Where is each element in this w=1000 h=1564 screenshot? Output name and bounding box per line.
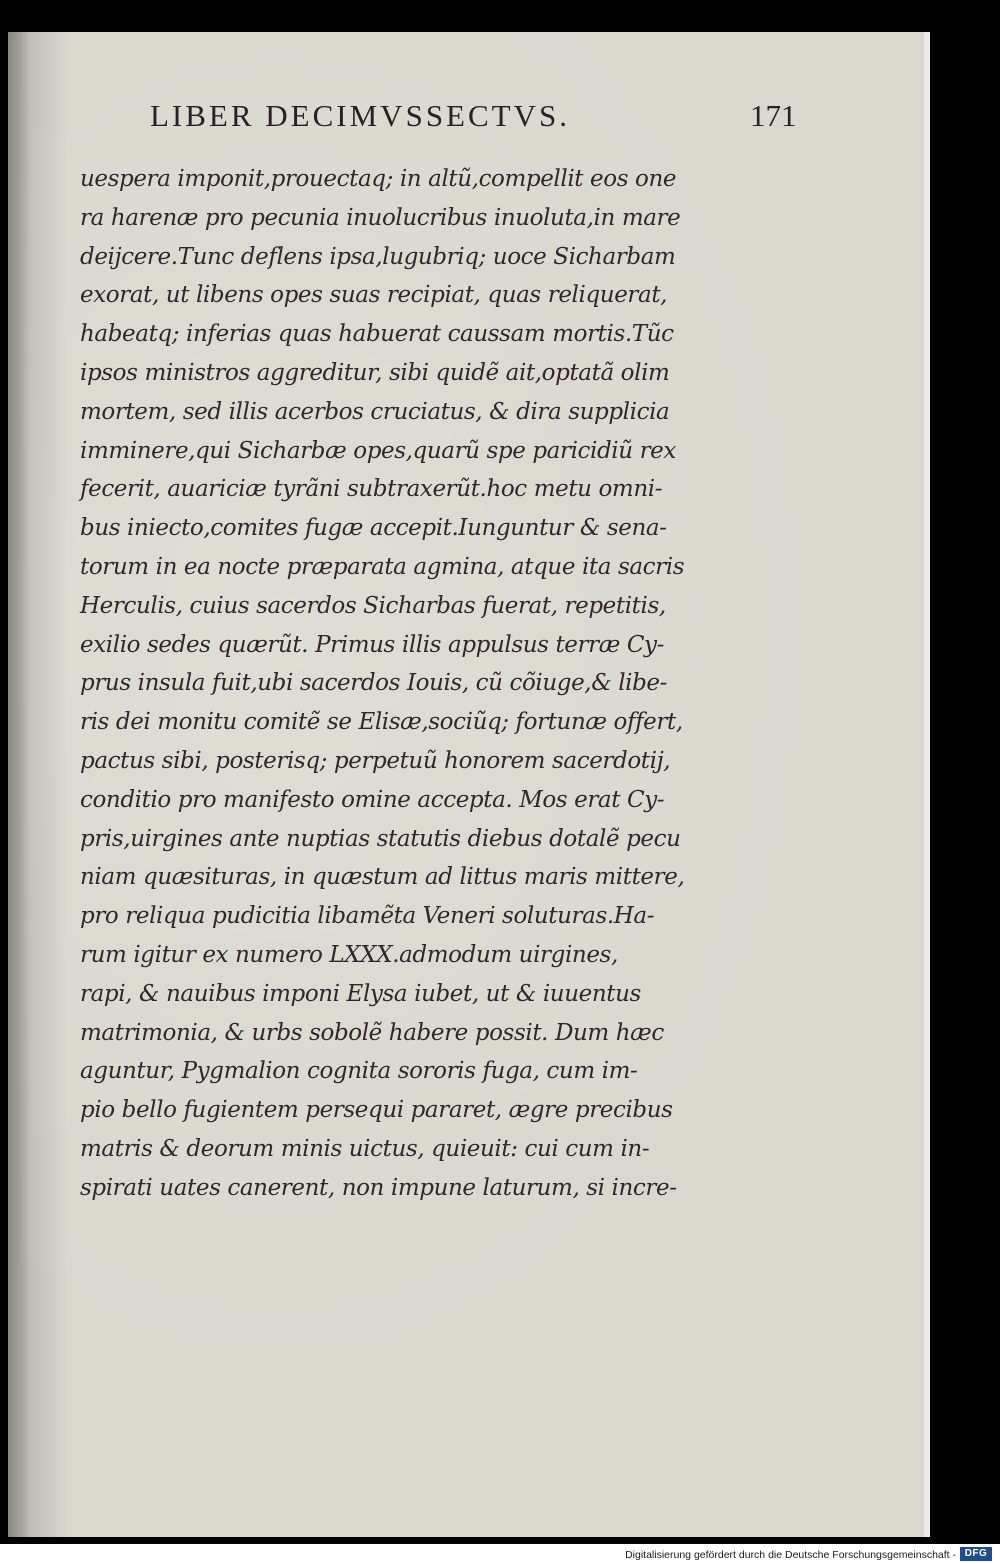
page-gutter-shadow (8, 32, 30, 1537)
text-line: pris,uirgines ante nuptias statutis diebus dotalẽ pecu (80, 825, 681, 852)
text-line: rapi, & nauibus imponi Elysa iubet, ut & iuuentus (80, 980, 641, 1007)
text-line: spirati uates canerent, non impune laturum, si incre- (80, 1174, 677, 1201)
text-line: conditio pro manifesto omine accepta. Mos erat Cy- (80, 786, 665, 813)
funding-credit: Digitalisierung gefördert durch die Deutsche Forschungsgemeinschaft - (625, 1549, 956, 1561)
page-number: 171 (750, 98, 797, 133)
footer-bar (0, 1544, 1000, 1564)
text-line: ipsos ministros aggreditur, sibi quidẽ ait,optatã olim (80, 359, 670, 386)
text-line: aguntur, Pygmalion cognita sororis fuga, cum im- (80, 1058, 638, 1085)
text-line: prus insula fuit,ubi sacerdos Iouis, cũ cõiuge,& libe- (80, 670, 668, 697)
text-line: torum in ea nocte præparata agmina, atque ita sacris (80, 553, 685, 580)
text-line: imminere,qui Sicharbæ opes,quarũ spe paricidiũ rex (80, 437, 676, 464)
body-text (80, 160, 740, 1208)
text-line: pactus sibi, posterisq; perpetuũ honorem sacerdotij, (80, 747, 671, 774)
text-line: bus iniecto,comites fugæ accepit.Iunguntur & sena- (80, 515, 667, 542)
text-line: uespera imponit,prouectaq; in altũ,compellit eos one (80, 166, 677, 192)
text-line: pro reliqua pudicitia libamẽta Veneri soluturas.Ha- (80, 903, 655, 930)
text-line: mortem, sed illis acerbos cruciatus, & dira supplicia (80, 398, 670, 425)
page-edge (924, 32, 930, 1537)
running-title: LIBER DECIMVSSECTVS. (150, 98, 570, 133)
dfg-logo-icon: DFG (960, 1547, 992, 1561)
text-line: habeatq; inferias quas habuerat caussam mortis.Tũc (80, 321, 674, 348)
text-line: ra harenæ pro pecunia inuolucribus inuoluta,in mare (80, 204, 681, 231)
text-line: matris & deorum minis uictus, quieuit: cui cum in- (80, 1135, 650, 1162)
text-line: matrimonia, & urbs sobolẽ habere possit. Dum hæc (80, 1019, 664, 1046)
text-line: niam quæsituras, in quæstum ad littus maris mittere, (80, 864, 685, 891)
text-line: exilio sedes quærũt. Primus illis appulsus terræ Cy- (80, 631, 664, 658)
text-line: exorat, ut libens opes suas recipiat, quas reliquerat, (80, 282, 668, 309)
text-line: rum igitur ex numero LXXX.admodum uirgines, (80, 941, 618, 968)
text-line: Herculis, cuius sacerdos Sicharbas fuerat, repetitis, (80, 592, 666, 619)
text-line: pio bello fugientem persequi pararet, ægre precibus (80, 1097, 673, 1124)
text-line: deijcere.Tunc deflens ipsa,lugubriq; uoce Sicharbam (80, 243, 676, 270)
text-line: ris dei monitu comitẽ se Elisæ,sociũq; fortunæ offert, (80, 709, 683, 736)
text-line: fecerit, auariciæ tyrãni subtraxerũt.hoc metu omni- (80, 476, 663, 503)
